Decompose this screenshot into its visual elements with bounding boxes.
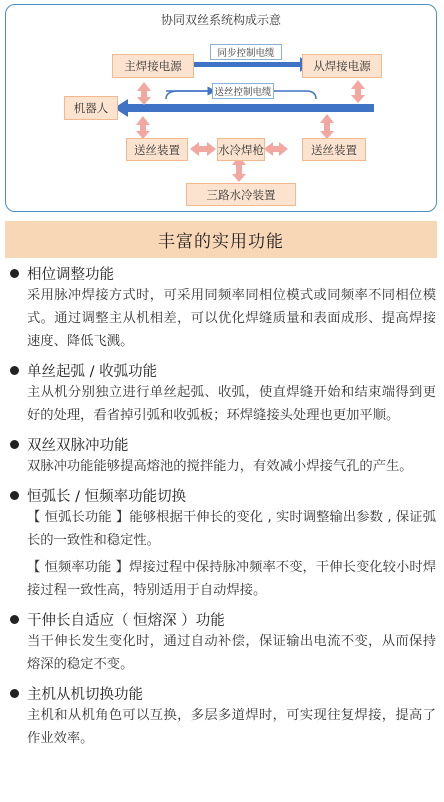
feature-text: 采用脉冲焊接方式时，可采用同频率同相位模式或同频率不同相位模式。通过调整主从机相差，可以优化焊缝质量和表面成形、提高焊接速度、降低飞溅。 <box>27 288 436 349</box>
banner-title: 丰富的实用功能 <box>158 232 284 252</box>
torch-box: 水冷焊枪 <box>217 138 265 161</box>
feature-section <box>6 359 436 427</box>
robot-bus-arrow <box>114 99 374 117</box>
feed-cable-label: 送丝控制电缆 <box>212 83 274 99</box>
feature-heading: 主机从机切换功能 <box>27 686 143 703</box>
system-diagram <box>5 4 437 212</box>
feature-section <box>6 433 436 478</box>
bullet-icon <box>10 269 19 278</box>
feature-text: 主机和从机角色可以互换，多层多道焊时，可实现往复焊接，提高了作业效率。 <box>27 708 436 746</box>
feature-text: 【 恒频率功能 】焊接过程中保持脉冲频率不变，干伸长变化较小时焊接过程一致性高，特别适用于自动焊接。 <box>27 560 436 598</box>
feature-section <box>6 484 436 602</box>
feeder-left-box: 送丝装置 <box>126 138 188 161</box>
feature-text: 主从机分别独立进行单丝起弧、收弧，使直焊缝开始和结束端得到更好的处理，看省掉引弧和收弧板；环焊缝接头处理也更加平顺。 <box>27 385 436 423</box>
feature-text: 当干伸长发生变化时，通过自动补偿，保证输出电流不变，从而保持熔深的稳定不变。 <box>27 634 436 672</box>
main-power-box: 主焊接电源 <box>112 54 194 78</box>
feature-heading: 单丝起弧 / 收弧功能 <box>27 363 158 380</box>
features-banner <box>5 221 437 258</box>
feature-heading: 双丝双脉冲功能 <box>27 437 129 454</box>
feature-section <box>6 682 436 750</box>
diagram-title: 协同双丝系统构成示意 <box>160 13 281 27</box>
feature-text: 【 恒弧长功能 】能够根据干伸长的变化 , 实时调整输出参数 , 保证弧长的一致性和稳定性。 <box>27 510 436 548</box>
bullet-icon <box>10 491 19 500</box>
sync-cable-label: 同步控制电缆 <box>210 44 282 60</box>
feature-list <box>6 262 436 750</box>
feature-section <box>6 608 436 676</box>
feature-section <box>6 262 436 353</box>
feeder-right-box: 送丝装置 <box>302 138 366 161</box>
bullet-icon <box>10 615 19 624</box>
slave-power-box: 从焊接电源 <box>302 54 382 78</box>
robot-box: 机器人 <box>64 96 118 120</box>
bullet-icon <box>10 689 19 698</box>
feature-heading: 恒弧长 / 恒频率功能切换 <box>27 488 187 505</box>
bullet-icon <box>10 366 19 375</box>
feature-heading: 干伸长自适应（ 恒熔深 ）功能 <box>27 612 225 629</box>
feature-heading: 相位调整功能 <box>27 266 114 283</box>
bullet-icon <box>10 440 19 449</box>
cooling-box: 三路水冷装置 <box>186 183 296 206</box>
feature-text: 双脉冲功能能够提高熔池的搅拌能力，有效减小焊接气孔的产生。 <box>27 459 413 474</box>
